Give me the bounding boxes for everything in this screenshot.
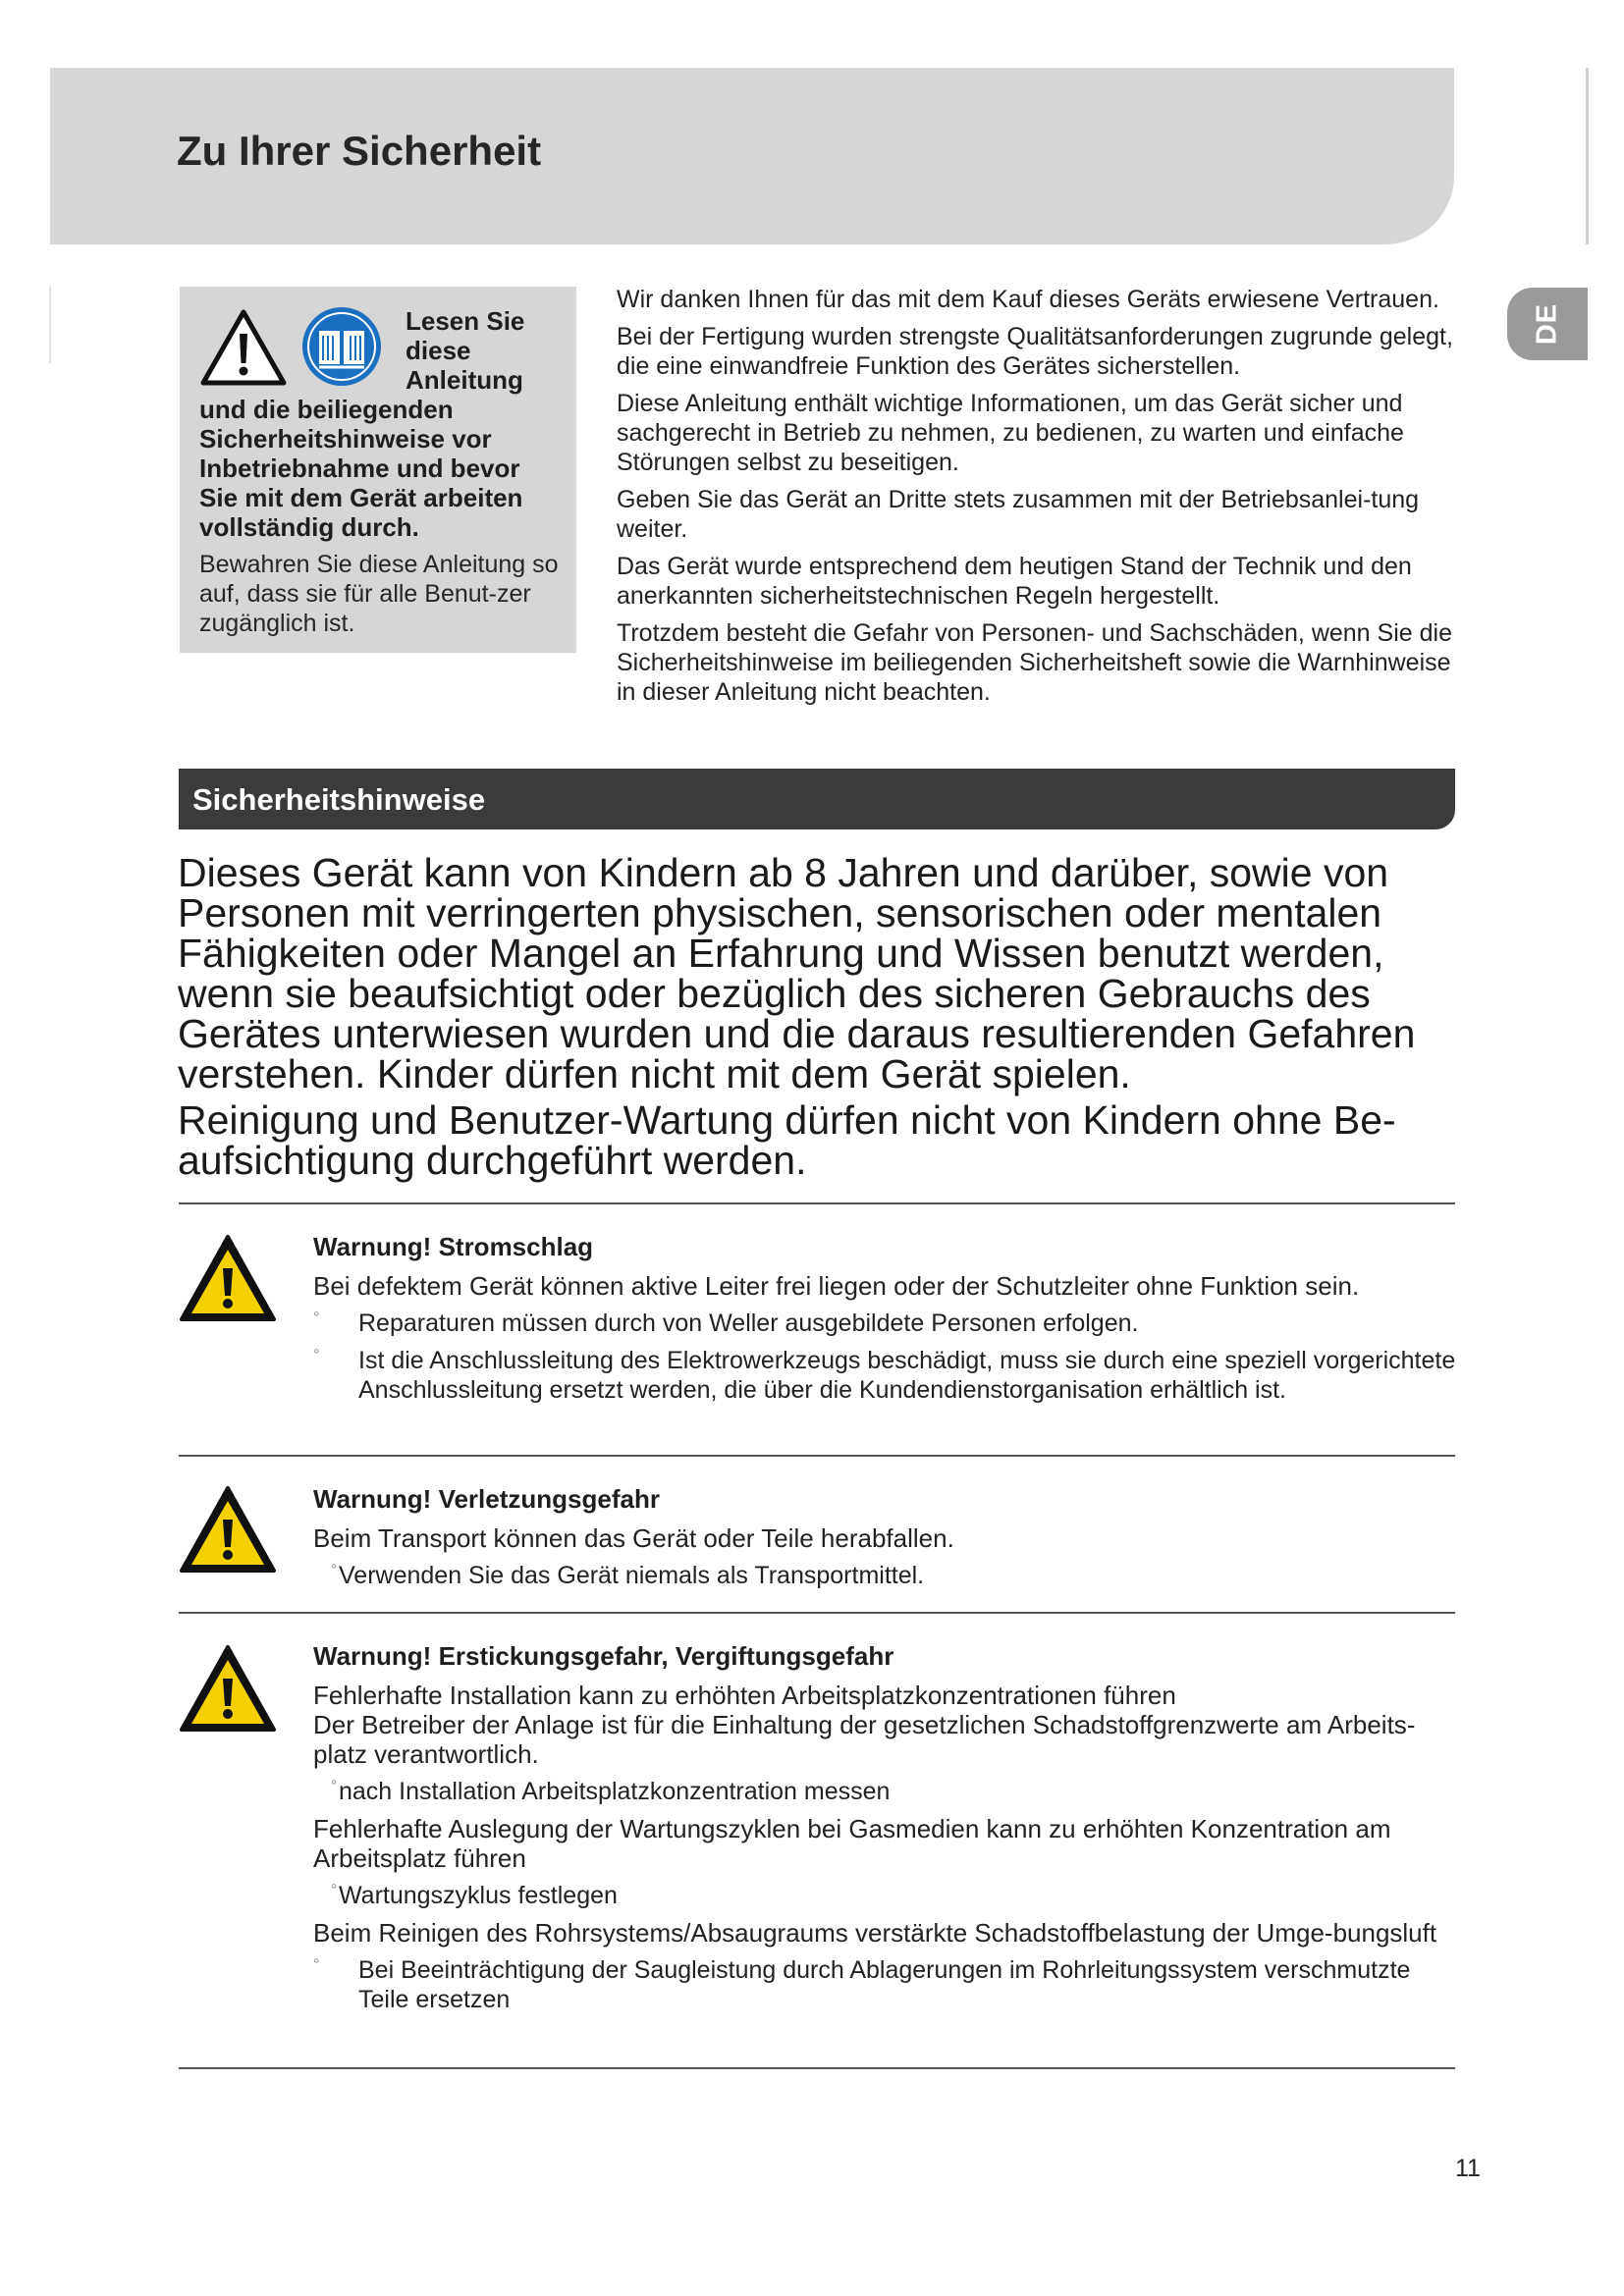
- warning-bullet: ° nach Installation Arbeitsplatzkonzentration messen: [331, 1778, 891, 1805]
- bullet-marker: °: [331, 1778, 338, 1794]
- warning-bullet: ° Reparaturen müssen durch von Weller ausgebildete Personen erfolgen.: [313, 1309, 1139, 1337]
- warning-icon: [179, 1233, 277, 1323]
- section-title: Sicherheitshinweise: [192, 782, 486, 817]
- notice-heading: Lesen Sie diese Anleitung und die beiliegenden Sicherheitshinweise vor Inbetriebnahme und bevor Sie mit dem Gerät arbeiten vollständig durch.: [199, 306, 525, 542]
- bullet-marker: °: [313, 1347, 320, 1363]
- warning-bullet: ° Wartungszyklus festlegen: [331, 1882, 618, 1909]
- warning-text: Beim Reinigen des Rohrsystems/Absaugraums verstärkte Schadstoffbelastung der Umge-bungsluft: [313, 1918, 1437, 1948]
- warning-text: Fehlerhafte Installation kann zu erhöhten Arbeitsplatzkonzentrationen führen: [313, 1681, 1176, 1710]
- page-number: 11: [1455, 2155, 1481, 2182]
- intro-paragraph: Das Gerät wurde entsprechend dem heutigen Stand der Technik und den anerkannten sicherheitstechnischen Regeln hergestellt.: [617, 553, 1412, 610]
- right-edge-line: [1586, 68, 1589, 244]
- intro-paragraph: Wir danken Ihnen für das mit dem Kauf dieses Geräts erwiesene Vertrauen.: [617, 286, 1439, 313]
- notice-subtext: Bewahren Sie diese Anleitung so auf, dass sie für alle Benut-zer zugänglich ist.: [199, 551, 559, 637]
- warning-bullet: ° Ist die Anschlussleitung des Elektrowerkzeugs beschädigt, muss sie durch eine speziell vorgerichtete Anschlussleitung ersetzt werden, die über die Kundendienstorganisation erhältlich ist.: [313, 1347, 1456, 1404]
- warning-icon: [179, 1484, 277, 1575]
- intro-paragraph: Geben Sie das Gerät an Dritte stets zusammen mit der Betriebsanlei-tung weiter.: [617, 486, 1420, 543]
- left-edge-line: [49, 287, 51, 363]
- warning-text: Der Betreiber der Anlage ist für die Einhaltung der gesetzlichen Schadstoffgrenzwerte am Arbeits-platz verantwortlich.: [313, 1710, 1416, 1769]
- safety-main-text: [178, 850, 1474, 1187]
- warning-title: Warnung! Erstickungsgefahr, Vergiftungsgefahr: [313, 1641, 894, 1671]
- divider: [179, 1455, 1455, 1457]
- warning-text: Bei defektem Gerät können aktive Leiter frei liegen oder der Schutzleiter ohne Funktion sein.: [313, 1271, 1360, 1301]
- bullet-marker: °: [331, 1882, 338, 1898]
- language-tab[interactable]: [1507, 288, 1588, 360]
- divider: [179, 1612, 1455, 1614]
- intro-paragraph: Diese Anleitung enthält wichtige Informationen, um das Gerät sicher und sachgerecht in Betrieb zu nehmen, zu bedienen, zu warten und einfache Störungen selbst zu beseitigen.: [617, 390, 1404, 476]
- bullet-marker: °: [313, 1309, 320, 1326]
- language-tab-label: DE: [1531, 302, 1563, 346]
- section-header: [179, 769, 1455, 829]
- bullet-marker: °: [313, 1956, 320, 1973]
- divider: [179, 2067, 1455, 2069]
- main-paragraph: Reinigung und Benutzer-Wartung dürfen nicht von Kindern ohne Be-aufsichtigung durchgeführt werden.: [178, 1097, 1396, 1183]
- warning-title: Warnung! Verletzungsgefahr: [313, 1484, 660, 1514]
- bullet-marker: °: [331, 1562, 338, 1578]
- warning-bullet: ° Bei Beeinträchtigung der Saugleistung durch Ablagerungen im Rohrleitungssystem verschmutzte Teile ersetzen: [313, 1956, 1411, 2013]
- divider: [179, 1202, 1455, 1204]
- intro-paragraph: Bei der Fertigung wurden strengste Qualitätsanforderungen zugrunde gelegt, die eine einwandfreie Funktion des Gerätes sicherstellen.: [617, 323, 1453, 380]
- warning-icon: [179, 1643, 277, 1734]
- warning-text: Beim Transport können das Gerät oder Teile herabfallen.: [313, 1523, 954, 1553]
- intro-paragraph: Trotzdem besteht die Gefahr von Personen- und Sachschäden, wenn Sie die Sicherheitshinweise im beiliegenden Sicherheitsheft sowie die Warnhinweise in dieser Anleitung nicht beachten.: [617, 619, 1452, 706]
- read-manual-notice: [180, 287, 576, 653]
- warning-bullet: ° Verwenden Sie das Gerät niemals als Transportmittel.: [331, 1562, 925, 1589]
- warning-text: Fehlerhafte Auslegung der Wartungszyklen bei Gasmedien kann zu erhöhten Konzentration am Arbeitsplatz führen: [313, 1814, 1391, 1873]
- main-paragraph: Dieses Gerät kann von Kindern ab 8 Jahren und darüber, sowie von Personen mit verringerten physischen, sensorischen oder mentalen Fähigkeiten oder Mangel an Erfahrung und Wissen benutzt werden, wenn sie beaufsichtigt oder bezüglich des sicheren Gebrauchs des Gerätes unterwiesen wurden und die daraus resultierenden Gefahren verstehen. Kinder dürfen nicht mit dem Gerät spielen.: [178, 850, 1416, 1096]
- page-title: Zu Ihrer Sicherheit: [177, 128, 542, 174]
- intro-text: [617, 285, 1461, 715]
- warning-title: Warnung! Stromschlag: [313, 1232, 594, 1261]
